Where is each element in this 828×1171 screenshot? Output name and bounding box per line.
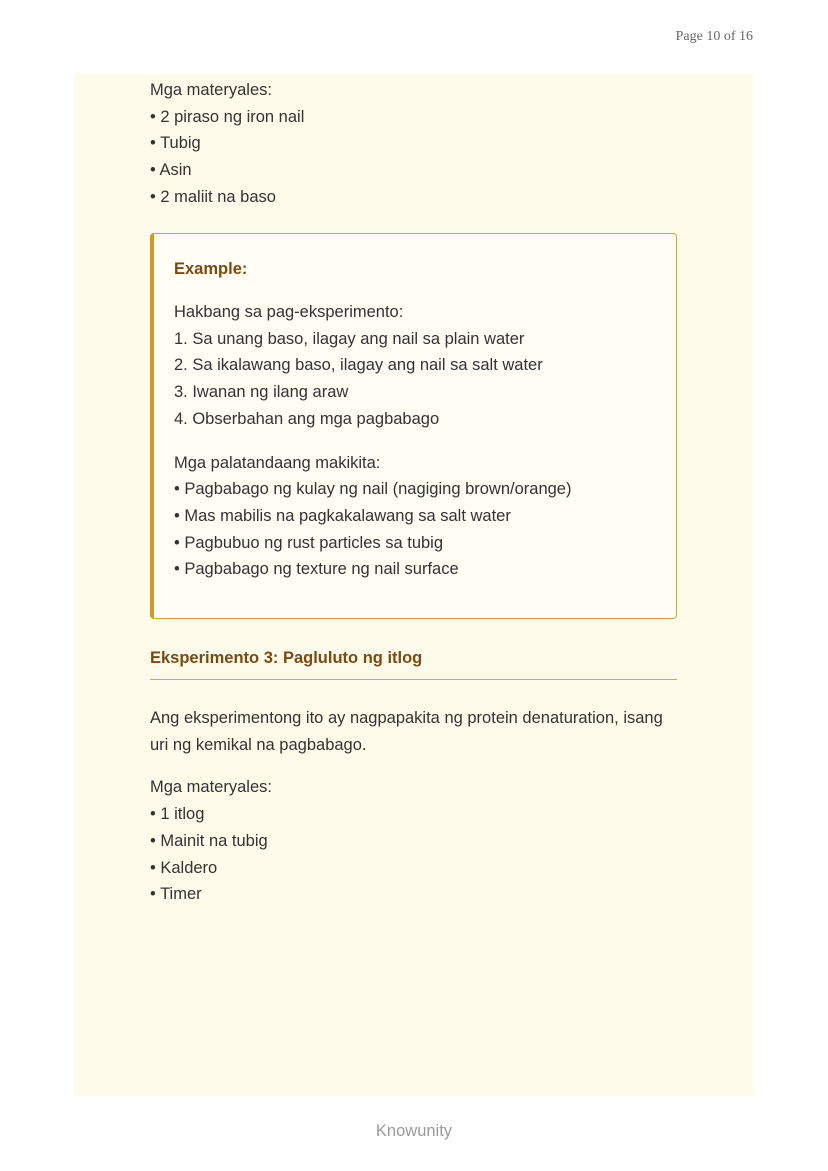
list-item: 1. Sa unang baso, ilagay ang nail sa plain water (174, 329, 525, 348)
steps-list (174, 326, 654, 433)
list-item: 4. Obserbahan ang mga pagbabago (174, 409, 440, 428)
experiment3-body (150, 705, 677, 908)
materials-list (150, 104, 677, 211)
page-number: Page 10 of 16 (675, 29, 753, 44)
materials-label: Mga materyales: (150, 778, 272, 797)
example-title: Example: (174, 260, 248, 278)
section-heading: Eksperimento 3: Pagluluto ng itlog (150, 649, 423, 667)
materials-list (150, 801, 677, 908)
signs-list (174, 476, 654, 583)
signs-label: Mga palatandaang makikita: (174, 453, 381, 472)
list-item: • 1 itlog (150, 805, 205, 824)
list-item: • Timer (150, 885, 202, 904)
list-item: • Asin (150, 161, 192, 180)
description-line: uri ng kemikal na pagbabago. (150, 735, 367, 754)
list-item: • Pagbabago ng texture ng nail surface (174, 560, 459, 579)
materials-section-1 (150, 77, 677, 211)
document-page (74, 74, 753, 1096)
list-item: • 2 maliit na baso (150, 187, 276, 206)
description-line: Ang eksperimentong ito ay nagpapakita ng protein denaturation, isang (150, 709, 663, 727)
example-box (150, 233, 677, 619)
list-item: • Pagbubuo ng rust particles sa tubig (174, 533, 444, 552)
steps-label: Hakbang sa pag-eksperimento: (174, 303, 404, 321)
list-item: • Mas mabilis na pagkakalawang sa salt water (174, 506, 511, 525)
list-item: • 2 piraso ng iron nail (150, 107, 305, 126)
materials-label: Mga materyales: (150, 81, 272, 99)
list-item: • Pagbabago ng kulay ng nail (nagiging brown/orange) (174, 480, 572, 499)
list-item: 2. Sa ikalawang baso, ilagay ang nail sa salt water (174, 356, 543, 375)
footer-brand: Knowunity (375, 1122, 453, 1140)
list-item: 3. Iwanan ng ilang araw (174, 383, 349, 402)
section-divider (150, 679, 677, 680)
list-item: • Mainit na tubig (150, 831, 268, 850)
list-item: • Tubig (150, 134, 201, 153)
list-item: • Kaldero (150, 858, 218, 877)
